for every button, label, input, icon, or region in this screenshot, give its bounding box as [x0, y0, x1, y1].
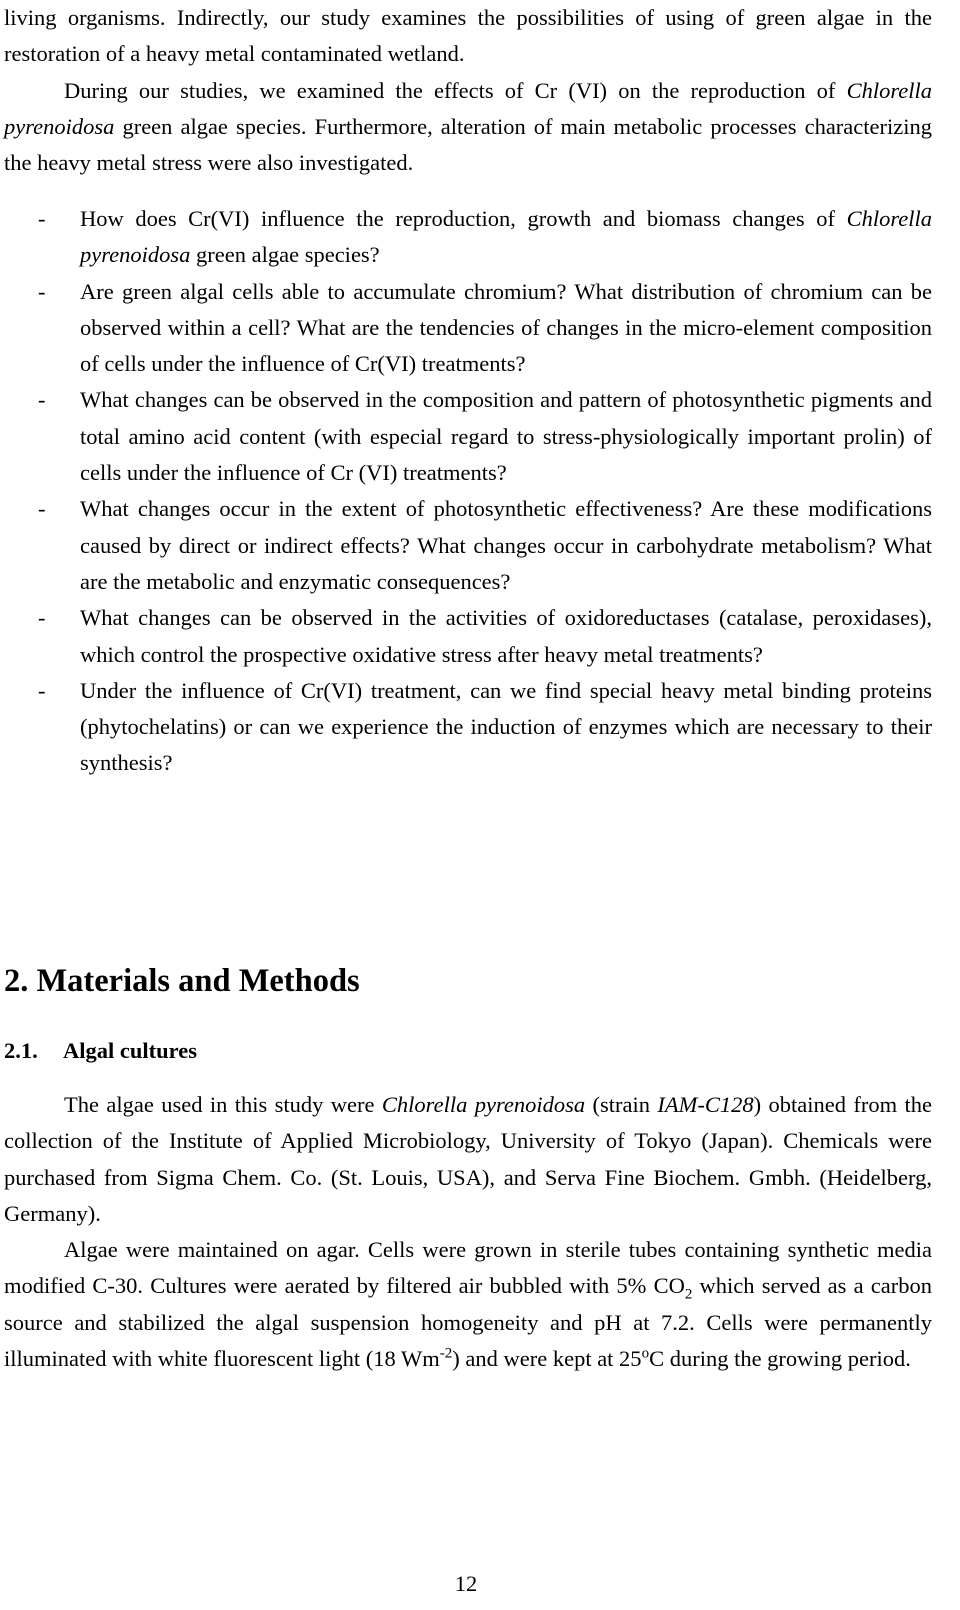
research-questions-list — [4, 201, 932, 782]
list-item: - What changes can be observed in the activities of oxidoreductases (catalase, peroxidases), which control the prospective oxidative stress after heavy metal treatments? — [4, 600, 932, 673]
list-dash: - — [38, 605, 46, 631]
subsection-heading — [4, 1036, 197, 1066]
list-dash: - — [38, 278, 46, 304]
superscript: o — [641, 1345, 650, 1362]
list-dash: - — [38, 496, 46, 522]
intro-text — [4, 0, 932, 181]
species-name: Chlorella pyrenoidosa — [80, 206, 932, 268]
superscript: -2 — [439, 1345, 453, 1362]
intro-paragraph: During our studies, we examined the effects of Cr (VI) on the reproduction of Chlorella pyrenoidosa green algae species. Furthermore, alteration of main metabolic processes characterizing the heavy metal stress were also investigated. — [4, 77, 932, 176]
methods-text — [4, 1087, 932, 1377]
list-item: - How does Cr(VI) influence the reproduction, growth and biomass changes of Chlorella pyrenoidosa green algae species? — [4, 201, 932, 274]
subsection-title: Algal cultures — [63, 1038, 197, 1063]
strain-code: IAM-C128 — [657, 1092, 754, 1117]
subscript: 2 — [684, 1286, 693, 1303]
list-dash: - — [38, 206, 46, 231]
list-item: - What changes occur in the extent of photosynthetic effectiveness? Are these modifications caused by direct or indirect effects? What changes occur in carbohydrate metabolism? What are the metabolic and enzymatic consequences? — [4, 491, 932, 600]
list-dash: - — [38, 387, 46, 413]
species-name: Chlorella pyrenoidosa — [381, 1092, 586, 1117]
list-item: - Are green algal cells able to accumulate chromium? What distribution of chromium can be observed within a cell? What are the tendencies of changes in the micro-element composition of cells under the influence of Cr(VI) treatments? — [4, 274, 932, 383]
subsection-number: 2.1. — [4, 1038, 38, 1063]
list-item: - What changes can be observed in the composition and pattern of photosynthetic pigments and total amino acid content (with especial regard to stress-physiologically important prolin) of cells under the influence of Cr (VI) treatments? — [4, 382, 932, 491]
species-name: Chlorella pyrenoidosa — [4, 77, 932, 139]
methods-paragraph: Algae were maintained on agar. Cells were grown in sterile tubes containing synthetic media modified C-30. Cultures were aerated by filtered air bubbled with 5% $CO_2$ which served as a carbon source and stabilized the algal suspension homogeneity and pH at 7.2. Cells were permanently illuminated with white fluorescent light (18 $Wm^{-2}$) and were kept at 25$^o$C during the growing period. — [4, 1237, 932, 1372]
list-item: - Under the influence of Cr(VI) treatment, can we find special heavy metal binding proteins (phytochelatins) or can we experience the induction of enzymes which are necessary to their synthesis? — [4, 673, 932, 782]
page-number: 12 — [454, 1571, 478, 1596]
intro-line: living organisms. Indirectly, our study examines the possibilities of using of green algae in the restoration of a heavy metal contaminated wetland. — [4, 5, 932, 67]
list-dash: - — [38, 677, 46, 703]
section-heading: 2. Materials and Methods — [4, 963, 360, 999]
methods-paragraph: The algae used in this study were Chlorella pyrenoidosa (strain IAM-C128) obtained from the collection of the Institute of Applied Microbiology, University of Tokyo (Japan). Chemicals were purchased from Sigma Chem. Co. (St. Louis, USA), and Serva Fine Biochem. Gmbh. (Heidelberg, Germany). — [4, 1092, 932, 1226]
